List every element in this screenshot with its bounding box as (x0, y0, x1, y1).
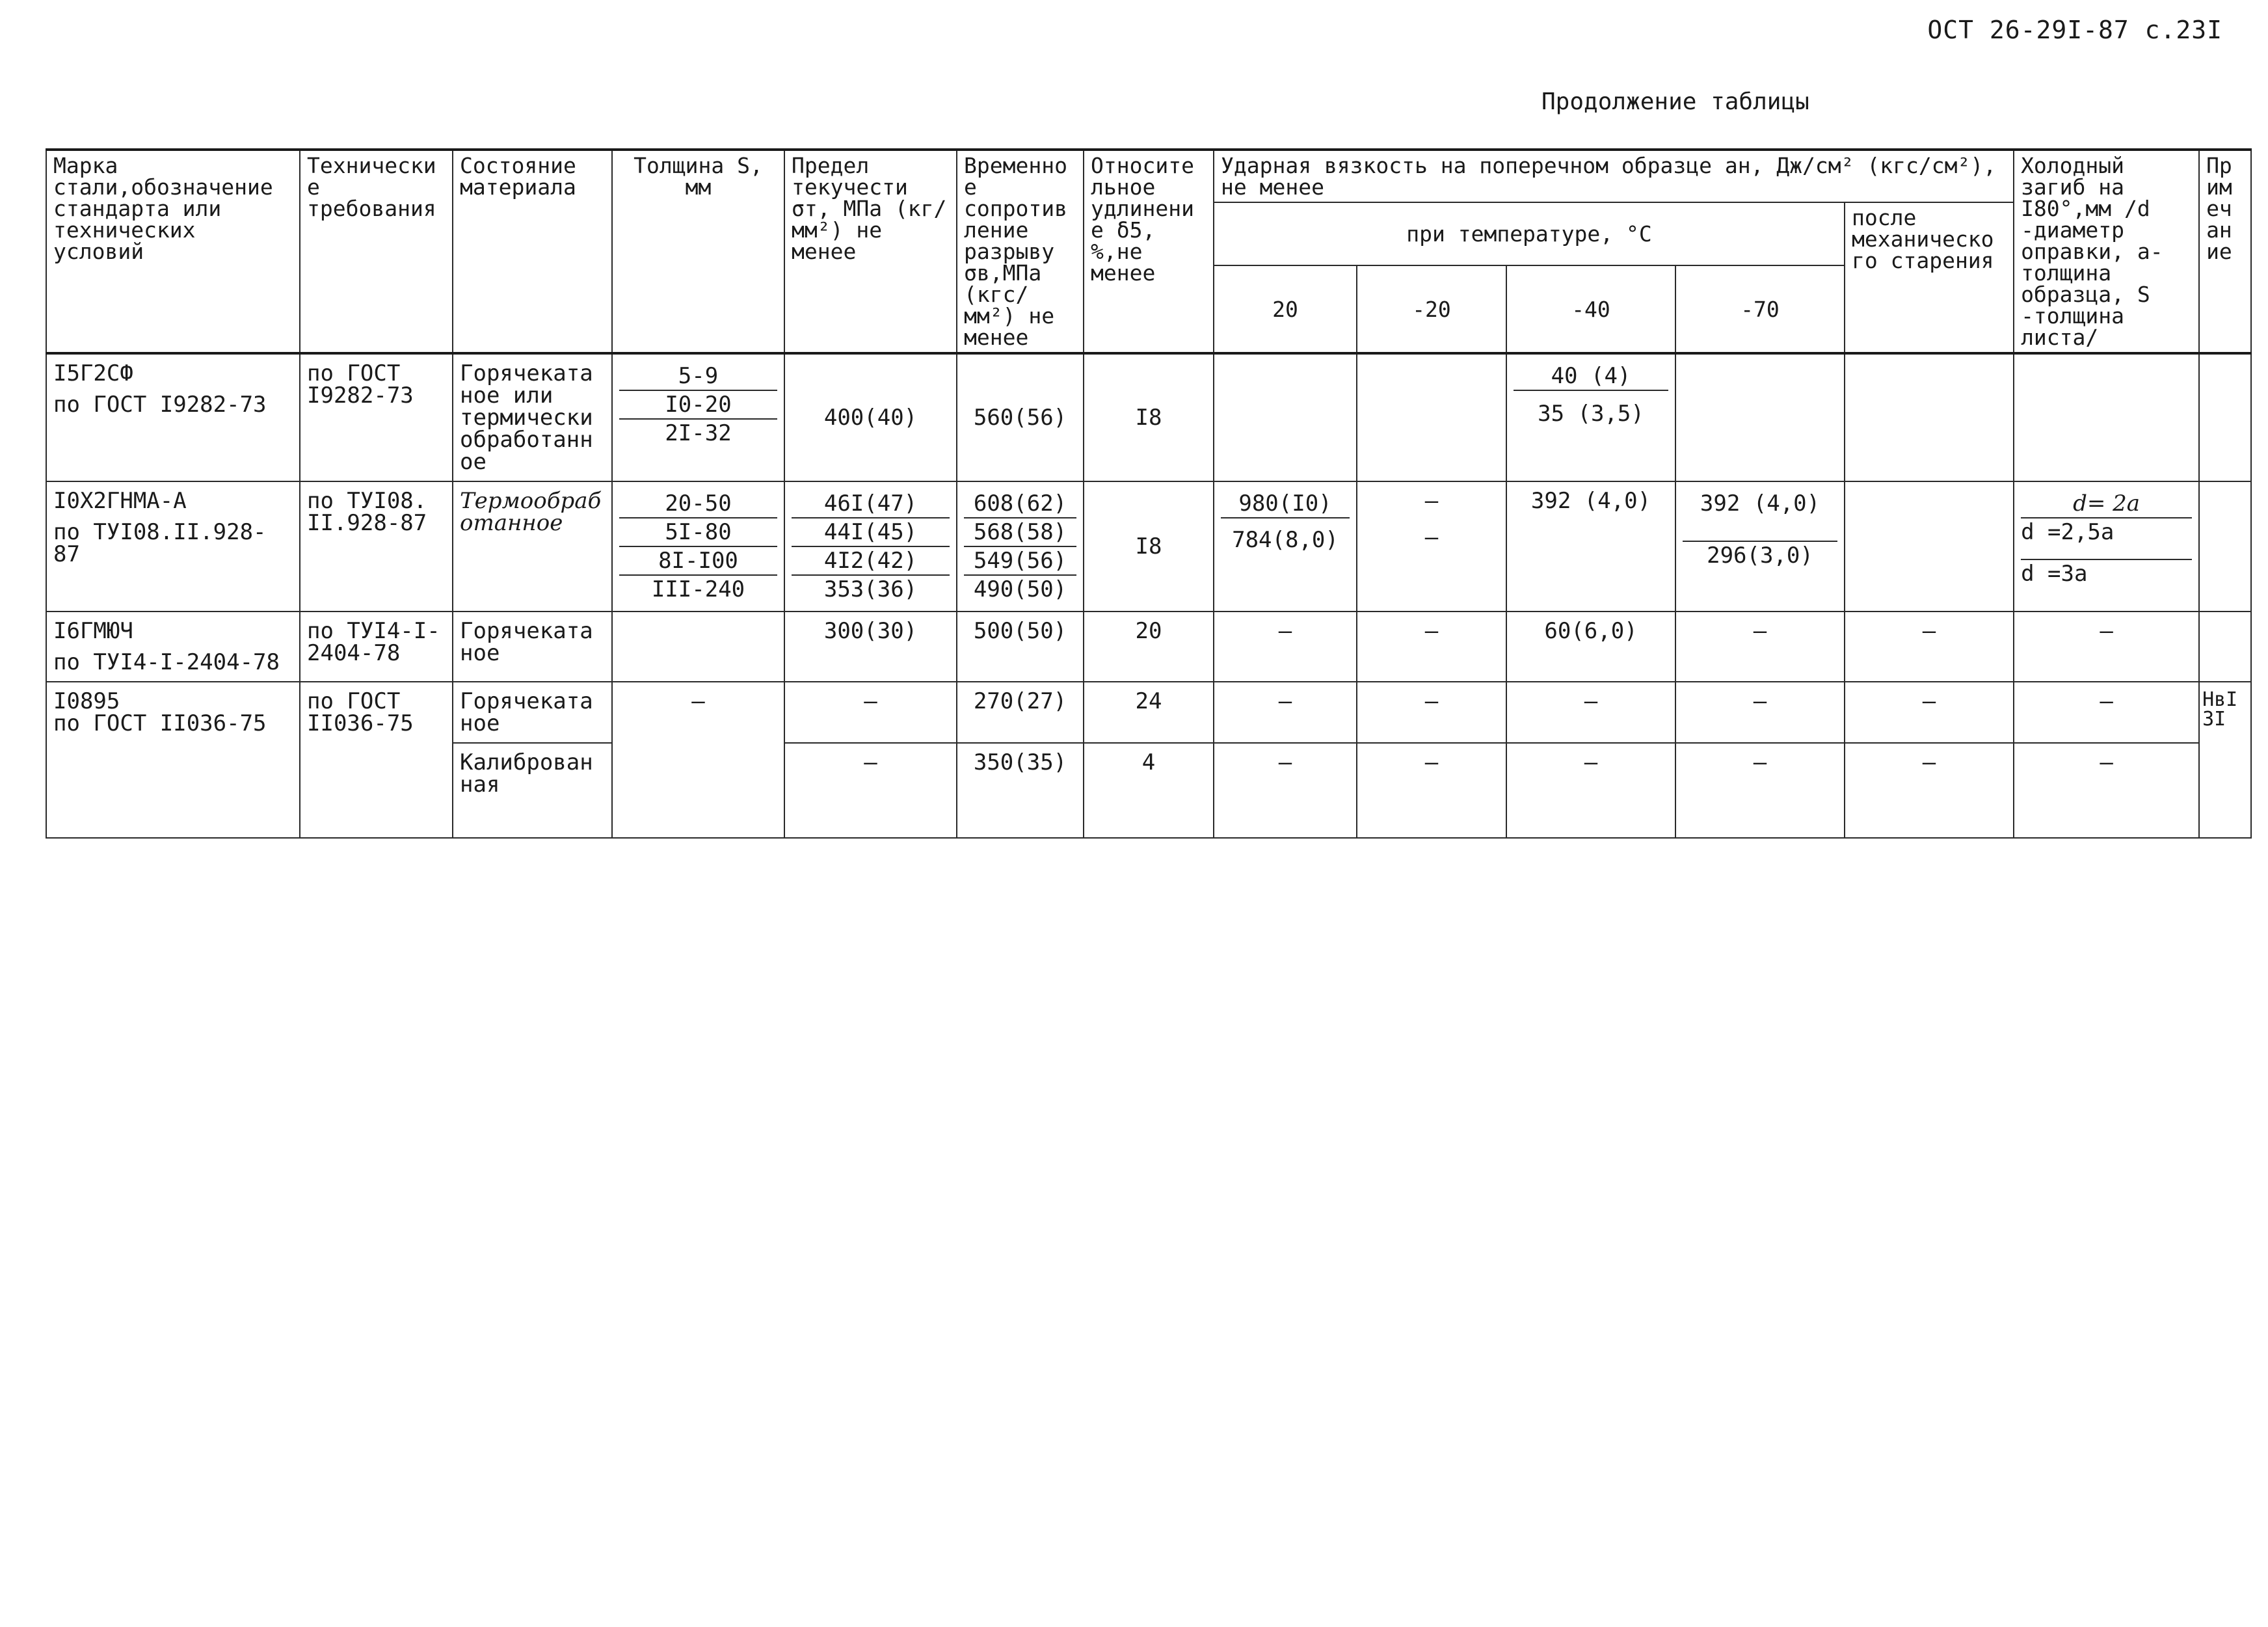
thickness-value: 20-50 (619, 490, 777, 518)
cell-tm20 (1357, 481, 1506, 612)
cell-tm70 (1675, 481, 1845, 612)
cell-tech-req: по ГОСТ I9282-73 (300, 353, 453, 481)
table-row (46, 612, 2251, 682)
col-header-impact: Ударная вязкость на поперечном образце aн, Дж/см² (кгс/см²), не менее (1214, 150, 2014, 202)
cell-aging (1845, 481, 2014, 612)
cell-aging: – (1845, 682, 2014, 743)
cell-thickness (612, 612, 784, 682)
cell-elongation: 4 (1084, 743, 1214, 838)
cell-bend: – (2014, 612, 2199, 682)
tensile-value: 549(56) (964, 547, 1076, 576)
impact-value: 40 (4) (1514, 362, 1668, 391)
cell-tm40: 60(6,0) (1506, 612, 1675, 682)
cell-t20: – (1214, 612, 1357, 682)
grade-standard: по ГОСТ I9282-73 (53, 392, 267, 418)
state-text: Термообработанное (460, 488, 602, 536)
cell-note: НвI3I (2199, 682, 2251, 838)
cell-tensile (957, 481, 1084, 612)
cell-tm70: – (1675, 612, 1845, 682)
grade-name: I0895 (53, 688, 120, 714)
col-header-state: Состояние материала (453, 150, 612, 353)
col-header-aging: после механического старения (1845, 202, 2014, 353)
cell-t20: – (1214, 682, 1357, 743)
cell-state (453, 481, 612, 612)
table-row (46, 353, 2251, 481)
thickness-value: 8I-I00 (619, 547, 777, 576)
cell-elongation: I8 (1084, 353, 1214, 481)
impact-value: 392 (4,0) (1683, 490, 1837, 542)
thickness-value: 5I-80 (619, 518, 777, 547)
cell-note (2199, 481, 2251, 612)
cell-grade (46, 612, 300, 682)
cell-bend (2014, 481, 2199, 612)
cell-tm70 (1675, 353, 1845, 481)
grade-standard: по ТУI4-I-2404-78 (53, 649, 280, 675)
thickness-value: 2I-32 (665, 420, 732, 446)
cell-grade (46, 481, 300, 612)
impact-value: 980(I0) (1221, 490, 1350, 518)
cell-tm20 (1357, 353, 1506, 481)
cell-tensile: 270(27) (957, 682, 1084, 743)
cell-thickness (612, 353, 784, 481)
thickness-value: 5-9 (619, 362, 777, 391)
cell-aging: – (1845, 743, 2014, 838)
cell-tm40: – (1506, 743, 1675, 838)
tensile-value: 608(62) (964, 490, 1076, 518)
cell-tm40: 392 (4,0) (1506, 481, 1675, 612)
document-code: ОСТ 26-29I-87 с.23I (1927, 16, 2222, 44)
cell-tech-req: по ТУI08. II.928-87 (300, 481, 453, 612)
col-header-tm70: -70 (1675, 265, 1845, 353)
grade-standard: по ТУI08.II.928-87 (53, 519, 267, 567)
table-row (46, 682, 2251, 743)
cell-grade (46, 682, 300, 838)
cell-aging (1845, 353, 2014, 481)
cell-yield: – (784, 682, 957, 743)
cell-bend: – (2014, 743, 2199, 838)
cell-state: Калиброванная (453, 743, 612, 838)
tensile-value: 568(58) (964, 518, 1076, 547)
impact-value: 35 (3,5) (1538, 401, 1644, 427)
cell-tensile: 500(50) (957, 612, 1084, 682)
grade-name: I6ГМЮЧ (53, 618, 133, 644)
cell-tm20: – (1357, 743, 1506, 838)
bend-value: d =2,5a (2021, 518, 2192, 560)
cell-t20: – (1214, 743, 1357, 838)
cell-bend (2014, 353, 2199, 481)
cell-tech-req: по ГОСТ II036-75 (300, 682, 453, 838)
yield-value: 353(36) (823, 576, 918, 602)
cell-yield: – (784, 743, 957, 838)
col-header-grade: Марка стали,обозначение стандарта или технических условий (46, 150, 300, 353)
cell-tensile: 560(56) (957, 353, 1084, 481)
cell-note (2199, 612, 2251, 682)
cell-tm20: – (1357, 682, 1506, 743)
cell-t20 (1214, 481, 1357, 612)
cell-elongation: 20 (1084, 612, 1214, 682)
table-caption: Продолжение таблицы (1541, 88, 1809, 115)
cell-tm20: – (1357, 612, 1506, 682)
col-header-tm20: -20 (1357, 265, 1506, 353)
cell-yield: 300(30) (784, 612, 957, 682)
col-header-t20: 20 (1214, 265, 1357, 353)
cell-yield: 400(40) (784, 353, 957, 481)
impact-value: 296(3,0) (1707, 543, 1813, 569)
col-header-note: Примечание (2199, 150, 2251, 353)
thickness-value: III-240 (651, 576, 745, 602)
cell-tm40 (1506, 353, 1675, 481)
cell-thickness: – (612, 682, 784, 838)
cell-note (2199, 353, 2251, 481)
cell-state: Горячекатаное или термически обработанное (453, 353, 612, 481)
grade-standard: по ГОСТ II036-75 (53, 710, 267, 736)
impact-value: – (1424, 524, 1439, 550)
col-header-tensile: Временное сопротивление разрыву σв,МПа (кгс/мм²) не менее (957, 150, 1084, 353)
yield-value: 4I2(42) (792, 547, 950, 576)
thickness-value: I0-20 (619, 391, 777, 420)
cell-tm70: – (1675, 682, 1845, 743)
grade-name: I0Х2ГНМА-А (53, 488, 187, 514)
bend-value: d =3a (2021, 561, 2088, 587)
cell-bend: – (2014, 682, 2199, 743)
col-header-tech-req: Технические требования (300, 150, 453, 353)
table-row (46, 481, 2251, 612)
yield-value: 46I(47) (792, 490, 950, 518)
cell-grade (46, 353, 300, 481)
steel-properties-table (46, 148, 2252, 839)
impact-value: – (1424, 488, 1439, 514)
cell-tensile: 350(35) (957, 743, 1084, 838)
grade-name: I5Г2СФ (53, 360, 133, 386)
cell-tm40: – (1506, 682, 1675, 743)
cell-state: Горячекатаное (453, 612, 612, 682)
cell-tm70: – (1675, 743, 1845, 838)
cell-thickness (612, 481, 784, 612)
tensile-value: 490(50) (973, 576, 1067, 602)
col-header-bend: Холодный загиб на I80°,мм /d -диаметр оправки, а-толщина образца, S -толщина листа/ (2014, 150, 2199, 353)
col-header-impact-temp: при температуре, °С (1214, 202, 1845, 265)
cell-elongation: I8 (1084, 481, 1214, 612)
cell-yield (784, 481, 957, 612)
impact-value: 784(8,0) (1232, 527, 1339, 553)
cell-tech-req: по ТУI4-I-2404-78 (300, 612, 453, 682)
col-header-yield: Предел текучести σт, МПа (кг/мм²) не менее (784, 150, 957, 353)
yield-value: 44I(45) (792, 518, 950, 547)
cell-state: Горячекатаное (453, 682, 612, 743)
col-header-elongation: Относительное удлинение δ5, %,не менее (1084, 150, 1214, 353)
col-header-tm40: -40 (1506, 265, 1675, 353)
cell-aging: – (1845, 612, 2014, 682)
bend-value: d= 2a (2021, 490, 2192, 518)
cell-t20 (1214, 353, 1357, 481)
cell-elongation: 24 (1084, 682, 1214, 743)
col-header-thickness: Толщина S, мм (612, 150, 784, 353)
